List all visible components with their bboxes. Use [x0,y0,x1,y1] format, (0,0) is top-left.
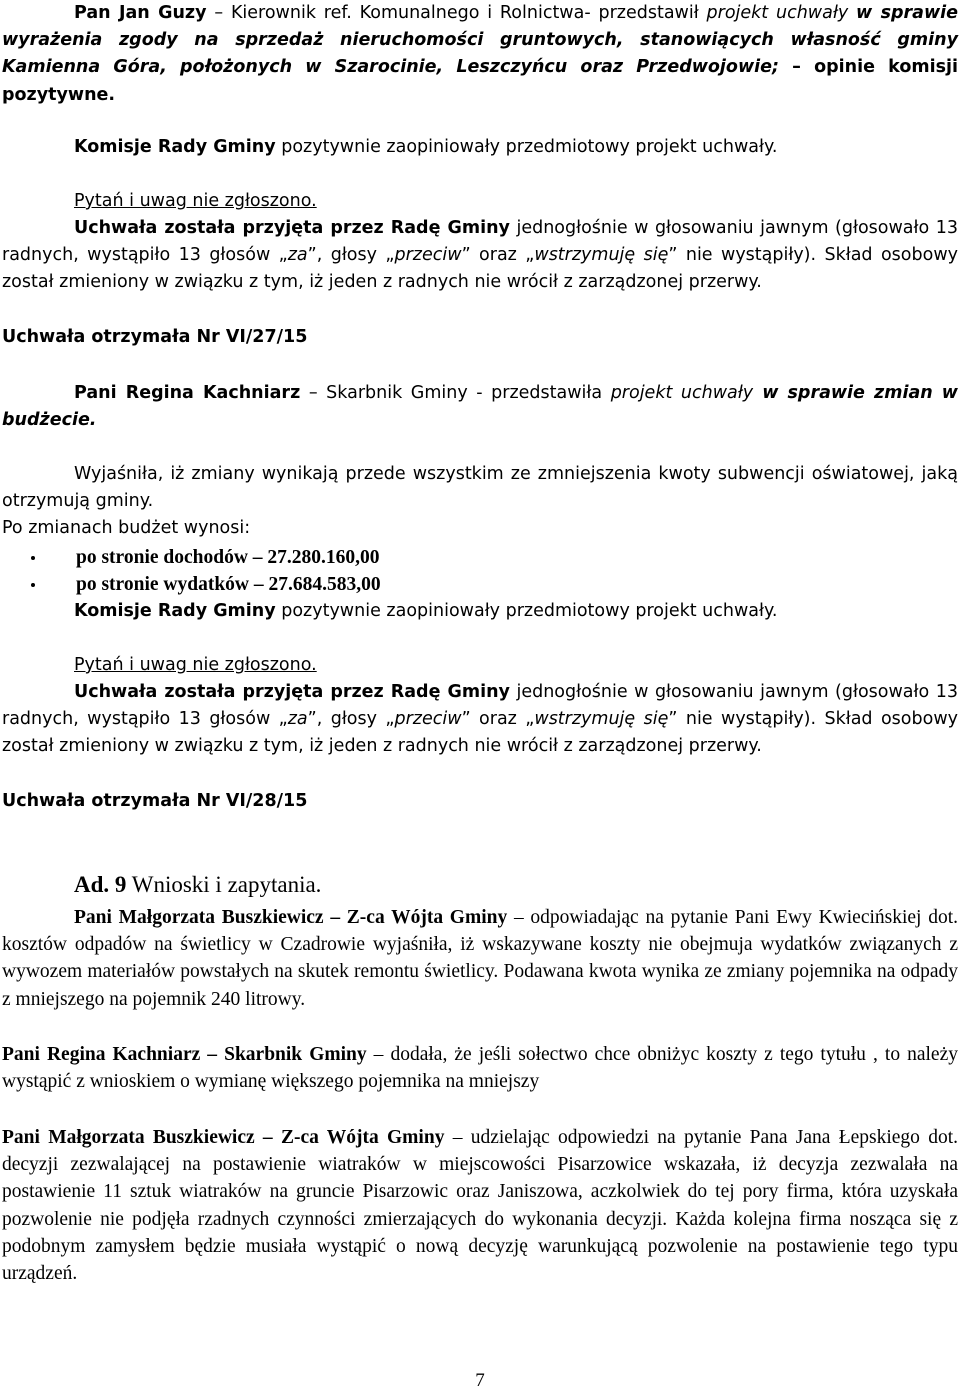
vote-result-2: Uchwała została przyjęta przez Radę Gminy jednogłośnie w głosowaniu jawnym (głosowało 13 radnych, wystąpiło 13 głosów „za”, głosy „przeciw” oraz „wstrzymuję się” nie wystąpiły). Skład osobowy został zmieniony w związku z tym, iż jeden z radnych nie wrócił z zarządzonej przerwy. [2,682,958,757]
paragraph-item-presentation-1: Pan Jan Guzy – Kierownik ref. Komunalnego i Rolnictwa- przedstawił projekt uchwały w sprawie wyrażenia zgody na sprzedaż nieruchomości gruntowych, stanowiących własność gminy Kamienna Góra, położonych w Szarocinie, Leszczyńcu oraz Przedwojowie; – opinie komisji pozytywne. [2,3,958,105]
paragraph-buszkiewicz-2: Pani Małgorzata Buszkiewicz – Z-ca Wójta Gminy – udzielając odpowiedzi na pytanie Pana Jana Łepskiego dot. decyzji zezwalającej na postawienie wiatraków w miejscowości Pisarzowice wskazała, iż decyzja zezwalała na postawienie 11 sztuk wiatraków na gruncie Pisarzowic oraz Janiszowa, aczkolwiek do tej pory firma, która uzyskała pozwolenie nie podjęła rzadnych czynności zmierzających do wykonania decyzji. Każda kolejna firma nosząca się z podobnym zamysłem będzie musiała wystąpić o nową decyzję warunkującą pozwolenie na postawienie tego typu urządzeń. [2,1127,958,1285]
vote-result-1: Uchwała została przyjęta przez Radę Gminy jednogłośnie w głosowaniu jawnym (głosowało 13 radnych, wystąpiło 13 głosów „za”, głosy „przeciw” oraz „wstrzymuję się” nie wystąpiły). Skład osobowy został zmieniony w związku z tym, iż jeden z radnych nie wrócił z zarządzonej przerwy. [2,218,958,293]
page-number: 7 [475,1370,485,1391]
resolution-number-1: Uchwała otrzymała Nr VI/27/15 [2,327,308,347]
bullet-icon [31,556,35,560]
paragraph-item-presentation-2: Pani Regina Kachniarz – Skarbnik Gminy - przedstawiła projekt uchwały w sprawie zmian w budżecie. [2,383,958,431]
bullet-icon [31,583,35,587]
speaker-role: Kierownik ref. Komunalnego i Rolnictwa- [230,3,591,23]
speaker-name: Pan Jan Guzy [74,3,207,23]
resolution-subject: w sprawie wyrażenia zgody na sprzedaż nieruchomości gruntowych, stanowiących własność gminy Kamienna Góra, położonych w Szarocinie, Leszczyńcu oraz Przedwojowie; [2,3,958,78]
no-questions-1: Pytań i uwag nie zgłoszono. [74,191,317,211]
committee-opinion-2: Komisje Rady Gminy pozytywnie zaopiniowały przedmiotowy projekt uchwały. [74,601,778,621]
paragraph-buszkiewicz-1: Pani Małgorzata Buszkiewicz – Z-ca Wójta Gminy – odpowiadając na pytanie Pani Ewy Kwiecińskiej dot. kosztów odpadów na świetlicy w Czadrowie wyjaśniła, iż wskazywane koszty nie obejmuja wydatków związanych z wywozem materiałów powstałych na skutek remontu świetlicy. Podawana kwota wynika ze zmiany pojemnika na odpady z mniejszego na pojemnik 240 litrowy. [2,907,958,1010]
explanation-paragraph: Wyjaśniła, iż zmiany wynikają przede wszystkim ze zmniejszenia kwoty subwencji oświatowej, jaką otrzymują gminy. [2,464,958,512]
document-page: Pan Jan Guzy – Kierownik ref. Komunalnego i Rolnictwa- przedstawił projekt uchwały w sprawie wyrażenia zgody na sprzedaż nieruchomości gruntowych, stanowiących własność gminy Kamienna Góra, położonych w Szarocinie, Leszczyńcu oraz Przedwojowie; – opinie komisji pozytywne. Komisje Rady Gminy pozytywnie zaopiniowały przedmiotowy projekt uchwały. Pytań i uwag nie zgłoszono. Uchwała została przyjęta przez Radę Gminy jednogłośnie w głosowaniu jawnym (głosowało 13 radnych, wystąpiło 13 głosów „za”, głosy „przeciw” oraz „wstrzymuję się” nie wystąpiły). Skład osobowy został zmieniony w związku z tym, iż jeden z radnych nie wrócił z zarządzonej przerwy. Uchwała otrzymała Nr VI/27/15 Pani Regina Kachniarz – Skarbnik Gminy - przedstawiła projekt uchwały w sprawie zmian w budżecie. Wyjaśniła, iż zmiany wynikają przede wszystkim ze zmniejszenia kwoty subwencji oświatowej, jaką otrzymują gminy. Po zmianach budżet wynosi: po stronie dochodów – 27.280.160,00 po stronie wydatków – 27.684.583,00 Komisje Rady Gminy pozytywnie zaopiniowały przedmiotowy projekt uchwały. Pytań i uwag nie zgłoszono. Uchwała została przyjęta przez Radę Gminy jednogłośnie w głosowaniu jawnym (głosowało 13 radnych, wystąpiło 13 głosów „za”, głosy „przeciw” oraz „wstrzymuję się” nie wystąpiły). Skład osobowy został zmieniony w związku z tym, iż jeden z radnych nie wrócił z zarządzonej przerwy. Uchwała otrzymała Nr VI/28/15 Ad. 9 Wnioski i zapytania. Pani Małgorzata Buszkiewicz – Z-ca Wójta Gminy – odpowiadając na pytanie Pani Ewy Kwiecińskiej dot. kosztów odpadów na świetlicy w Czadrowie wyjaśniła, iż wskazywane koszty nie obejmuja wydatków związanych z wywozem materiałów powstałych na skutek remontu świetlicy. Podawana kwota wynika ze zmiany pojemnika na odpady z mniejszego na pojemnik 240 litrowy. Pani Regina Kachniarz – Skarbnik Gminy – dodała, że jeśli sołectwo chce obniżyc koszty z tego tytułu , to należy wystąpić z wnioskiem o wymianę większego pojemnika na mniejszy Pani Małgorzata Buszkiewicz – Z-ca Wójta Gminy – udzielając odpowiedzi na pytanie Pana Jana Łepskiego dot. decyzji zezwalającej na postawienie wiatraków w miejscowości Pisarzowice wskazała, iż decyzja zezwalała na postawienie 11 sztuk wiatraków na gruncie Pisarzowic oraz Janiszowa, aczkolwiek do tej pory firma, która uzyskała pozwolenie nie podjęła rzadnych czynności zmierzających do wykonania decyzji. Każda kolejna firma nosząca się z podobnym zamysłem będzie musiała wystąpić o nową decyzję warunkującą pozwolenie na postawienie tego typu urządzeń. 7 [0,0,960,1394]
committee-opinion-1: Komisje Rady Gminy pozytywnie zaopiniowały przedmiotowy projekt uchwały. [74,137,778,157]
resolution-number-2: Uchwała otrzymała Nr VI/28/15 [2,791,308,811]
section-heading-ad9: Ad. 9 Wnioski i zapytania. [74,872,322,897]
no-questions-2: Pytań i uwag nie zgłoszono. [74,655,317,675]
budget-intro: Po zmianach budżet wynosi: [2,518,251,538]
paragraph-kachniarz: Pani Regina Kachniarz – Skarbnik Gminy – dodała, że jeśli sołectwo chce obniżyc koszty z tego tytułu , to należy wystąpić z wnioskiem o wymianę większego pojemnika na mniejszy [2,1044,958,1093]
